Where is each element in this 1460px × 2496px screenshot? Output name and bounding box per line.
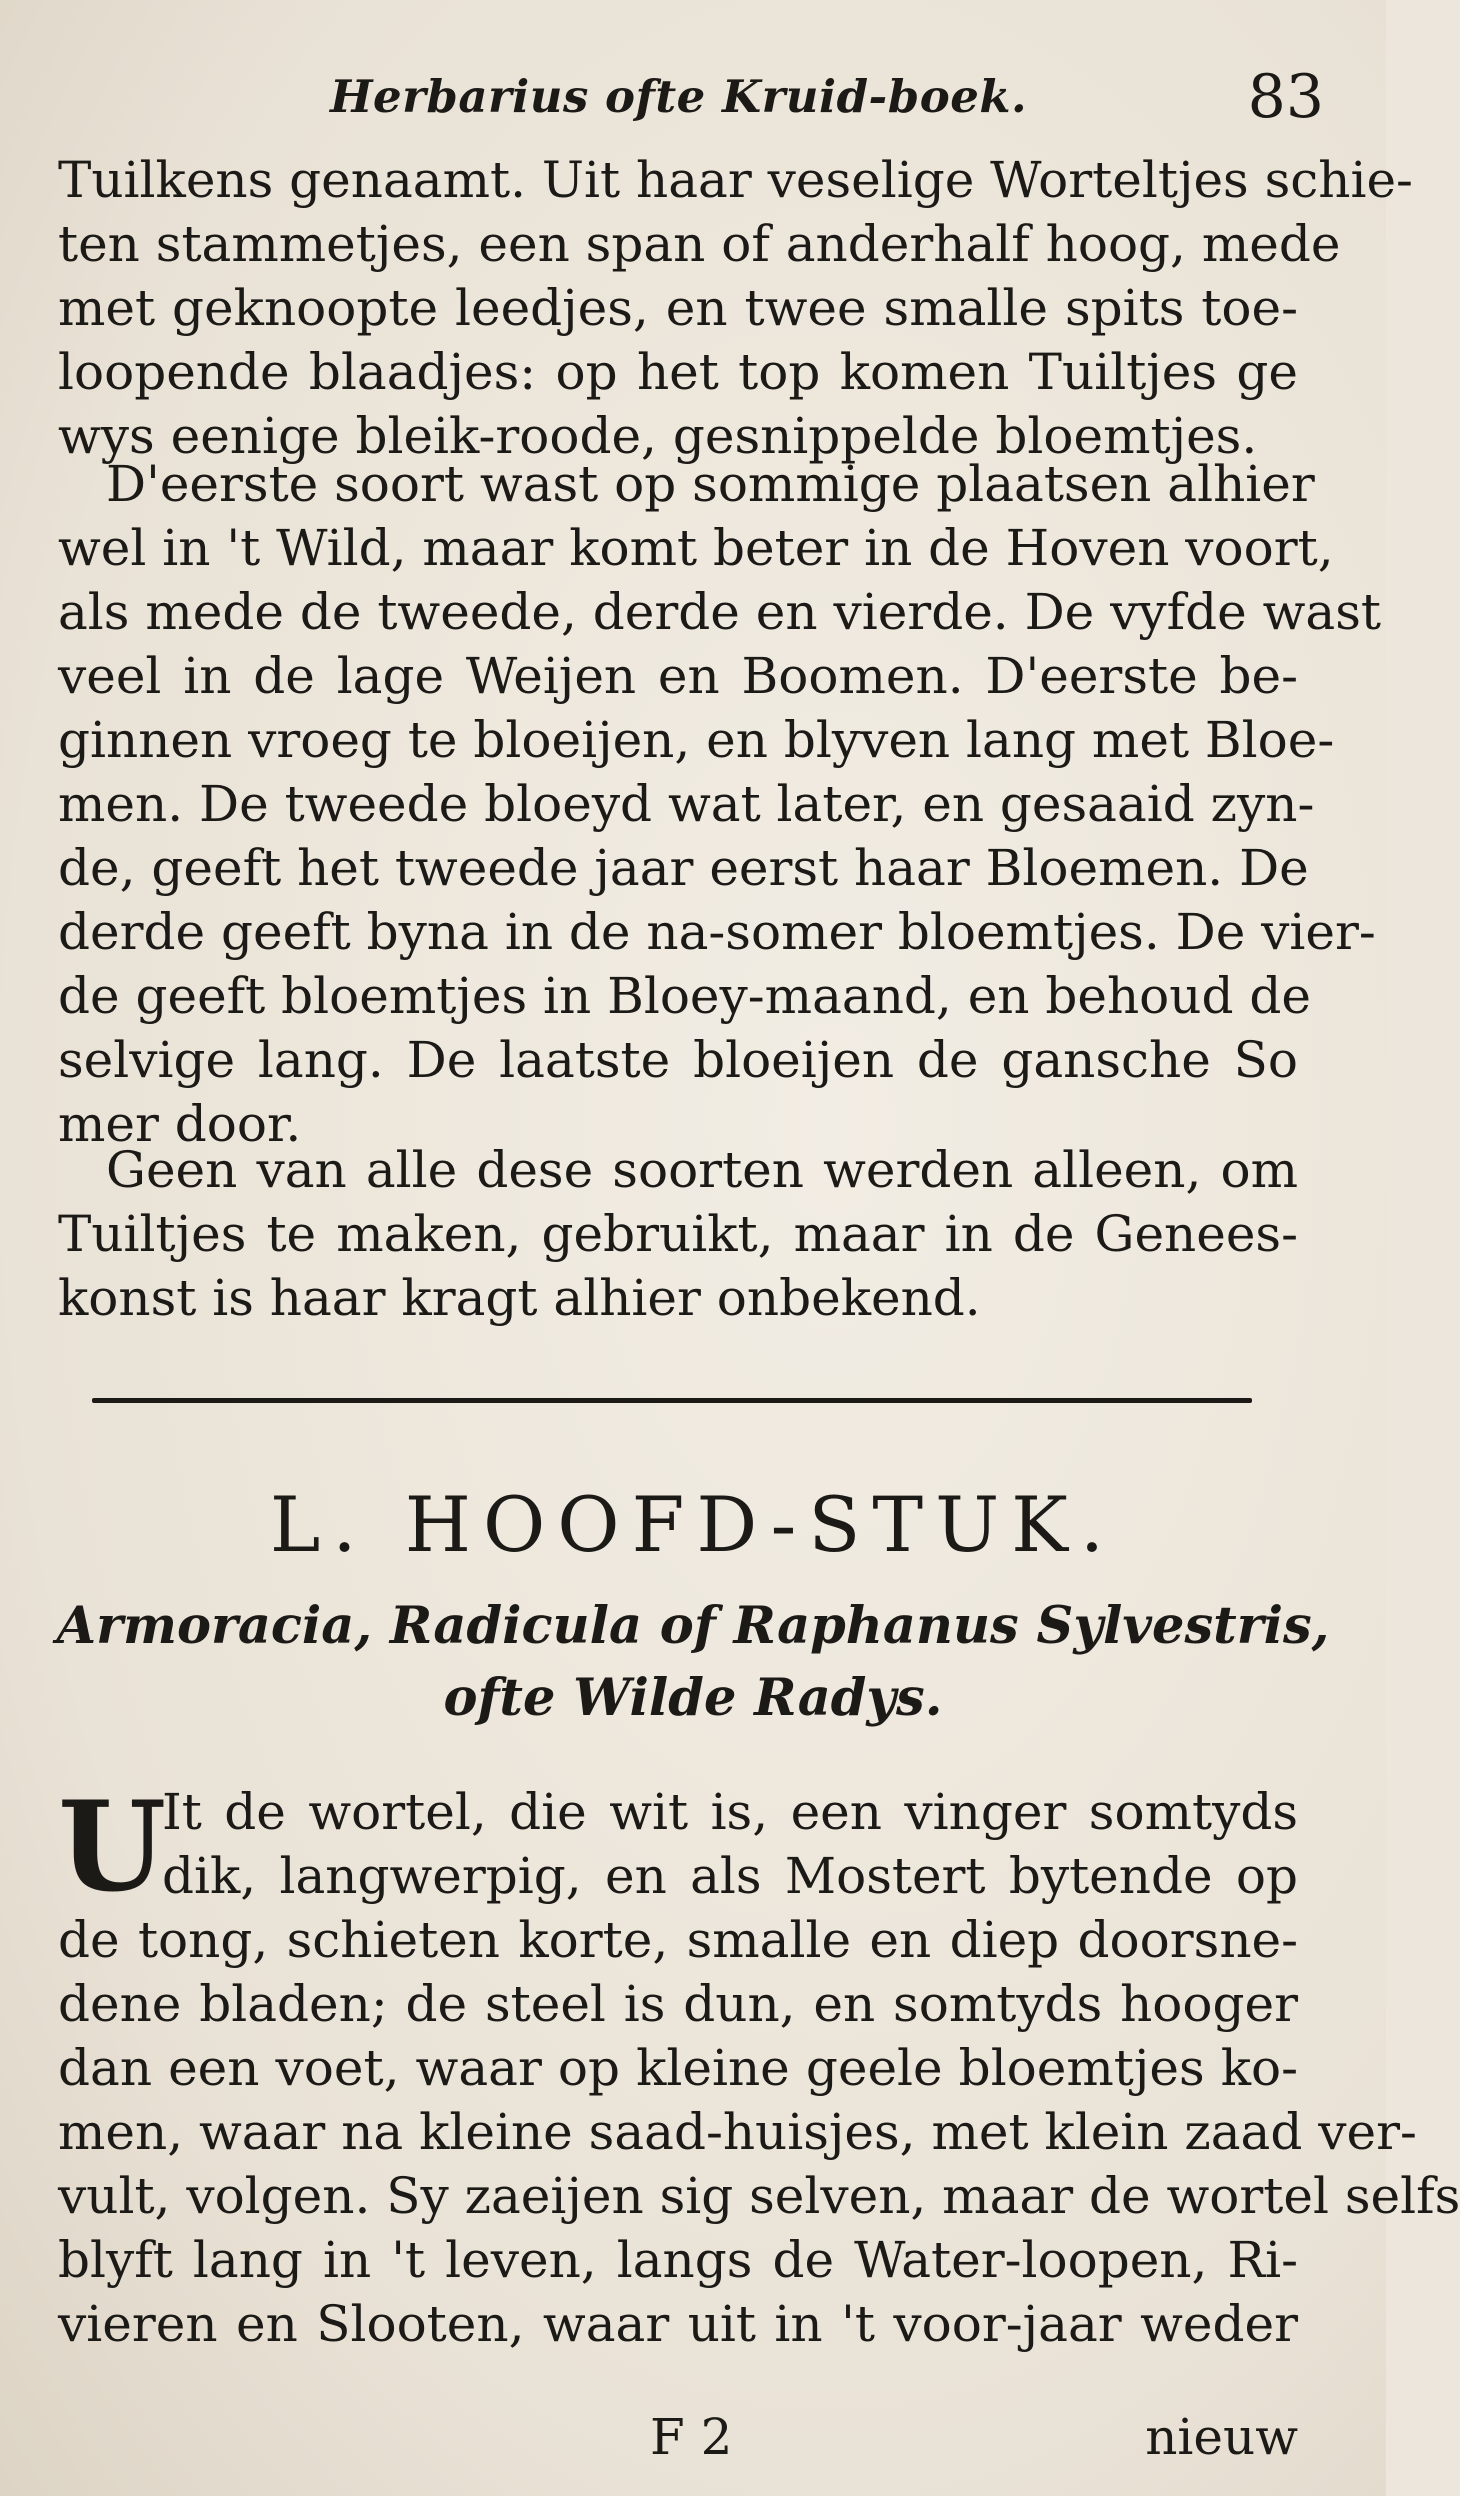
text-line: ginnen vroeg te bloeijen, en blyven lang met Bloe-	[58, 711, 1335, 769]
text-line: dik, langwerpig, en als Mostert bytende op	[162, 1847, 1298, 1905]
text-line: It de wortel, die wit is, een vinger somtyds	[162, 1783, 1298, 1841]
text-line: Tuiltjes te maken, gebruikt, maar in de Genees-	[58, 1205, 1298, 1263]
text-line: D'eerste soort wast op sommige plaatsen alhier	[106, 455, 1315, 513]
signature-mark: F 2	[650, 2408, 733, 2466]
chapter-body	[58, 1775, 1460, 2356]
text-line: dan een voet, waar op kleine geele bloemtjes ko-	[58, 2039, 1298, 2097]
page-header	[330, 62, 1330, 142]
section-divider-rule	[92, 1398, 1252, 1403]
drop-cap: U	[58, 1775, 167, 1920]
text-line: mer door.	[58, 1095, 302, 1153]
text-line: men, waar na kleine saad-huisjes, met klein zaad ver-	[58, 2103, 1417, 2161]
text-line: ten stammetjes, een span of anderhalf hoog, mede	[58, 215, 1341, 273]
text-line: als mede de tweede, derde en vierde. De vyfde wast	[58, 583, 1381, 641]
text-line: de tong, schieten korte, smalle en diep doorsne-	[58, 1911, 1298, 1969]
text-line: Geen van alle dese soorten werden alleen, om	[106, 1141, 1298, 1199]
paragraph-2	[58, 452, 1381, 1156]
text-line: de geeft bloemtjes in Bloey-maand, en behoud de	[58, 967, 1311, 1025]
text-line: vult, volgen. Sy zaeijen sig selven, maar de wortel selfs	[58, 2167, 1460, 2225]
text-line: Tuilkens genaamt. Uit haar veselige Worteltjes schie-	[58, 151, 1413, 209]
text-line: vieren en Slooten, waar uit in 't voor-jaar weder	[58, 2295, 1298, 2353]
page-number: 83	[1247, 62, 1324, 132]
subtitle-line: ofte Wilde Radys.	[443, 1668, 943, 1728]
subtitle-line: Armoracia, Radicula of Raphanus Sylvestris,	[56, 1596, 1330, 1656]
running-title: Herbarius ofte Kruid-boek.	[330, 70, 1028, 123]
text-line: dene bladen; de steel is dun, en somtyds hooger	[58, 1975, 1298, 2033]
chapter-heading: L. HOOFD-STUK.	[269, 1480, 1117, 1569]
text-line: konst is haar kragt alhier onbekend.	[58, 1269, 981, 1327]
paragraph-1	[58, 148, 1413, 468]
text-line: selvige lang. De laatste bloeijen de gansche So	[58, 1031, 1298, 1089]
text-line: men. De tweede bloeyd wat later, en gesaaid zyn-	[58, 775, 1315, 833]
text-line: blyft lang in 't leven, langs de Water-loopen, Ri-	[58, 2231, 1298, 2289]
text-line: de, geeft het tweede jaar eerst haar Bloemen. De	[58, 839, 1309, 897]
catchword: nieuw	[1145, 2408, 1298, 2466]
text-line: veel in de lage Weijen en Boomen. D'eerste be-	[58, 647, 1298, 705]
text-line: met geknoopte leedjes, en twee smalle spits toe-	[58, 279, 1298, 337]
paragraph-3	[58, 1138, 1298, 1330]
text-line: loopende blaadjes: op het top komen Tuiltjes ge	[58, 343, 1298, 401]
text-line: wys eenige bleik-roode, gesnippelde bloemtjes.	[58, 407, 1258, 465]
text-line: wel in 't Wild, maar komt beter in de Hoven voort,	[58, 519, 1334, 577]
text-line: derde geeft byna in de na-somer bloemtjes. De vier-	[58, 903, 1376, 961]
chapter-subtitle	[0, 1590, 1386, 1734]
